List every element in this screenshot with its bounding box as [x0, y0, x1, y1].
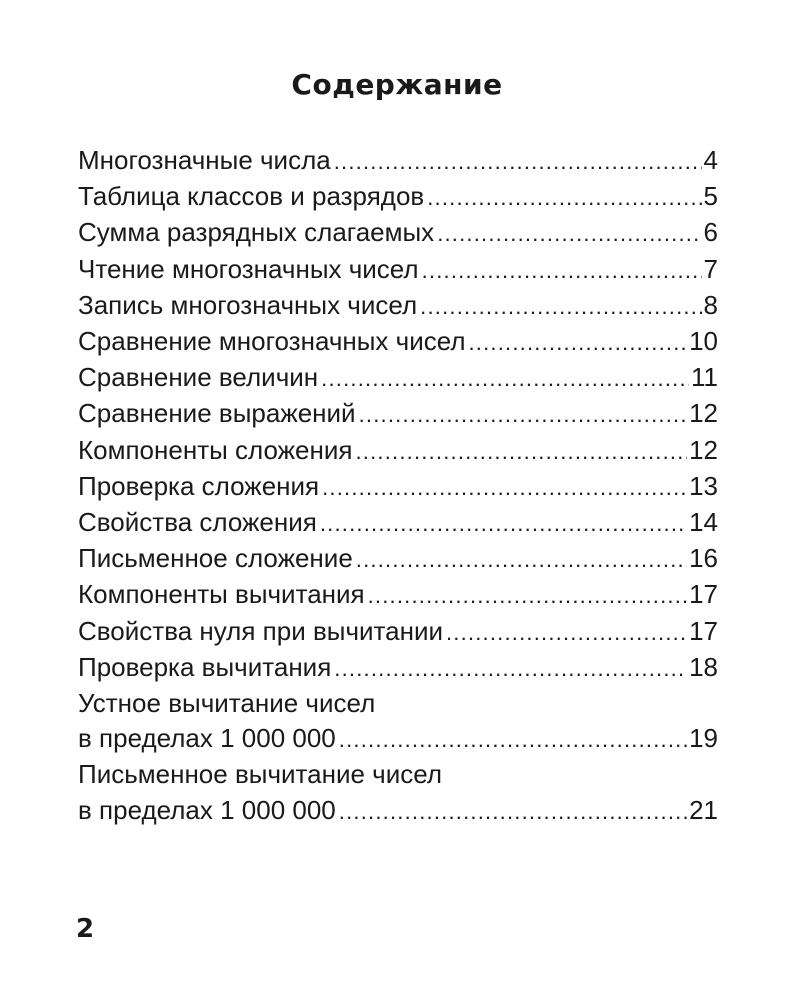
toc-entry-title-line1: Устное вычитание чисел	[78, 688, 376, 719]
dot-leader	[322, 470, 687, 505]
toc-entry-page: 19	[689, 723, 718, 754]
toc-line	[78, 396, 718, 432]
toc-entry-comparing-quantities[interactable]	[78, 360, 718, 396]
toc-entry-title: Свойства нуля при вычитании	[78, 615, 443, 646]
toc-entry-title: Таблица классов и разрядов	[78, 181, 425, 212]
toc-entry-subtraction-components[interactable]	[78, 577, 718, 613]
toc-entry-reading-numbers[interactable]	[78, 252, 718, 288]
toc-entry-comparing-numbers[interactable]	[78, 324, 718, 360]
dot-leader	[422, 253, 702, 288]
toc-entry-title: в пределах 1 000 000	[78, 723, 336, 754]
dot-leader	[334, 144, 702, 179]
toc-line	[78, 469, 718, 505]
dot-leader	[437, 216, 701, 251]
toc-entry-title: в пределах 1 000 000	[78, 794, 336, 825]
toc-entry-title: Запись многозначных чисел	[78, 289, 418, 320]
dot-leader	[356, 542, 687, 577]
table-of-contents	[78, 143, 718, 829]
toc-entry-page: 10	[689, 326, 718, 357]
toc-entry-page: 13	[689, 470, 718, 501]
toc-entry-page: 5	[703, 181, 718, 212]
toc-entry-title: Сравнение выражений	[78, 398, 356, 429]
toc-entry-multidigit-numbers[interactable]	[78, 143, 718, 179]
toc-entry-comparing-expressions[interactable]	[78, 396, 718, 432]
toc-entry-title: Компоненты сложения	[78, 434, 353, 465]
toc-entry-zero-properties[interactable]	[78, 614, 718, 650]
dot-leader	[446, 615, 687, 650]
dot-leader	[469, 325, 688, 360]
toc-entry-title: Сравнение величин	[78, 362, 319, 393]
page-title: Содержание	[291, 68, 503, 101]
toc-entry-title: Проверка вычитания	[78, 651, 332, 682]
toc-entry-subtraction-check[interactable]	[78, 650, 718, 686]
toc-line	[78, 577, 718, 613]
toc-entry-title: Чтение многозначных чисел	[78, 253, 419, 284]
toc-entry-written-addition[interactable]	[78, 541, 718, 577]
toc-entry-page: 17	[689, 579, 718, 610]
dot-leader	[320, 506, 687, 541]
dot-leader	[368, 578, 687, 613]
toc-entry-page: 8	[703, 289, 718, 320]
dot-leader	[321, 361, 689, 396]
toc-entry-page: 14	[689, 507, 718, 538]
toc-line	[78, 541, 718, 577]
toc-entry-title: Компоненты вычитания	[78, 579, 365, 610]
toc-entry-classes-table[interactable]	[78, 179, 718, 215]
dot-leader	[334, 651, 687, 686]
toc-entry-page: 6	[703, 217, 718, 248]
toc-entry-written-subtraction[interactable]	[78, 757, 718, 828]
toc-line	[78, 650, 718, 686]
toc-entry-page: 12	[689, 434, 718, 465]
toc-entry-page: 16	[689, 543, 718, 574]
toc-line	[78, 179, 718, 215]
toc-entry-digit-sum[interactable]	[78, 215, 718, 251]
dot-leader	[427, 180, 701, 215]
toc-entry-title: Свойства сложения	[78, 507, 317, 538]
toc-entry-title: Сумма разрядных слагаемых	[78, 217, 435, 248]
toc-line	[78, 360, 718, 396]
toc-entry-page: 21	[689, 794, 718, 825]
toc-line	[78, 288, 718, 324]
dot-leader	[420, 289, 701, 324]
toc-line	[78, 324, 718, 360]
toc-line	[78, 433, 718, 469]
toc-entry-writing-numbers[interactable]	[78, 288, 718, 324]
toc-entry-addition-check[interactable]	[78, 469, 718, 505]
toc-entry-page: 7	[703, 253, 718, 284]
dot-leader	[355, 434, 687, 469]
toc-entry-page: 11	[691, 362, 718, 393]
toc-entry-page: 17	[689, 615, 718, 646]
toc-line	[78, 143, 718, 179]
toc-entry-title: Проверка сложения	[78, 470, 320, 501]
toc-line	[78, 793, 718, 829]
toc-entry-page: 18	[689, 651, 718, 682]
toc-entry-title: Письменное сложение	[78, 543, 353, 574]
dot-leader	[359, 397, 688, 432]
toc-line	[78, 614, 718, 650]
toc-line	[78, 215, 718, 251]
toc-line	[78, 252, 718, 288]
toc-entry-addition-components[interactable]	[78, 433, 718, 469]
page-number: 2	[76, 914, 95, 944]
dot-leader	[339, 722, 687, 757]
toc-entry-title: Многозначные числа	[78, 145, 331, 175]
toc-entry-page: 4	[703, 145, 718, 175]
toc-entry-title: Сравнение многозначных чисел	[78, 326, 466, 357]
toc-entry-addition-properties[interactable]	[78, 505, 718, 541]
toc-line	[78, 721, 718, 757]
toc-entry-oral-subtraction[interactable]	[78, 686, 718, 757]
toc-line	[78, 505, 718, 541]
toc-entry-title-line1: Письменное вычитание чисел	[78, 759, 442, 790]
dot-leader	[339, 794, 687, 829]
toc-entry-page: 12	[689, 398, 718, 429]
